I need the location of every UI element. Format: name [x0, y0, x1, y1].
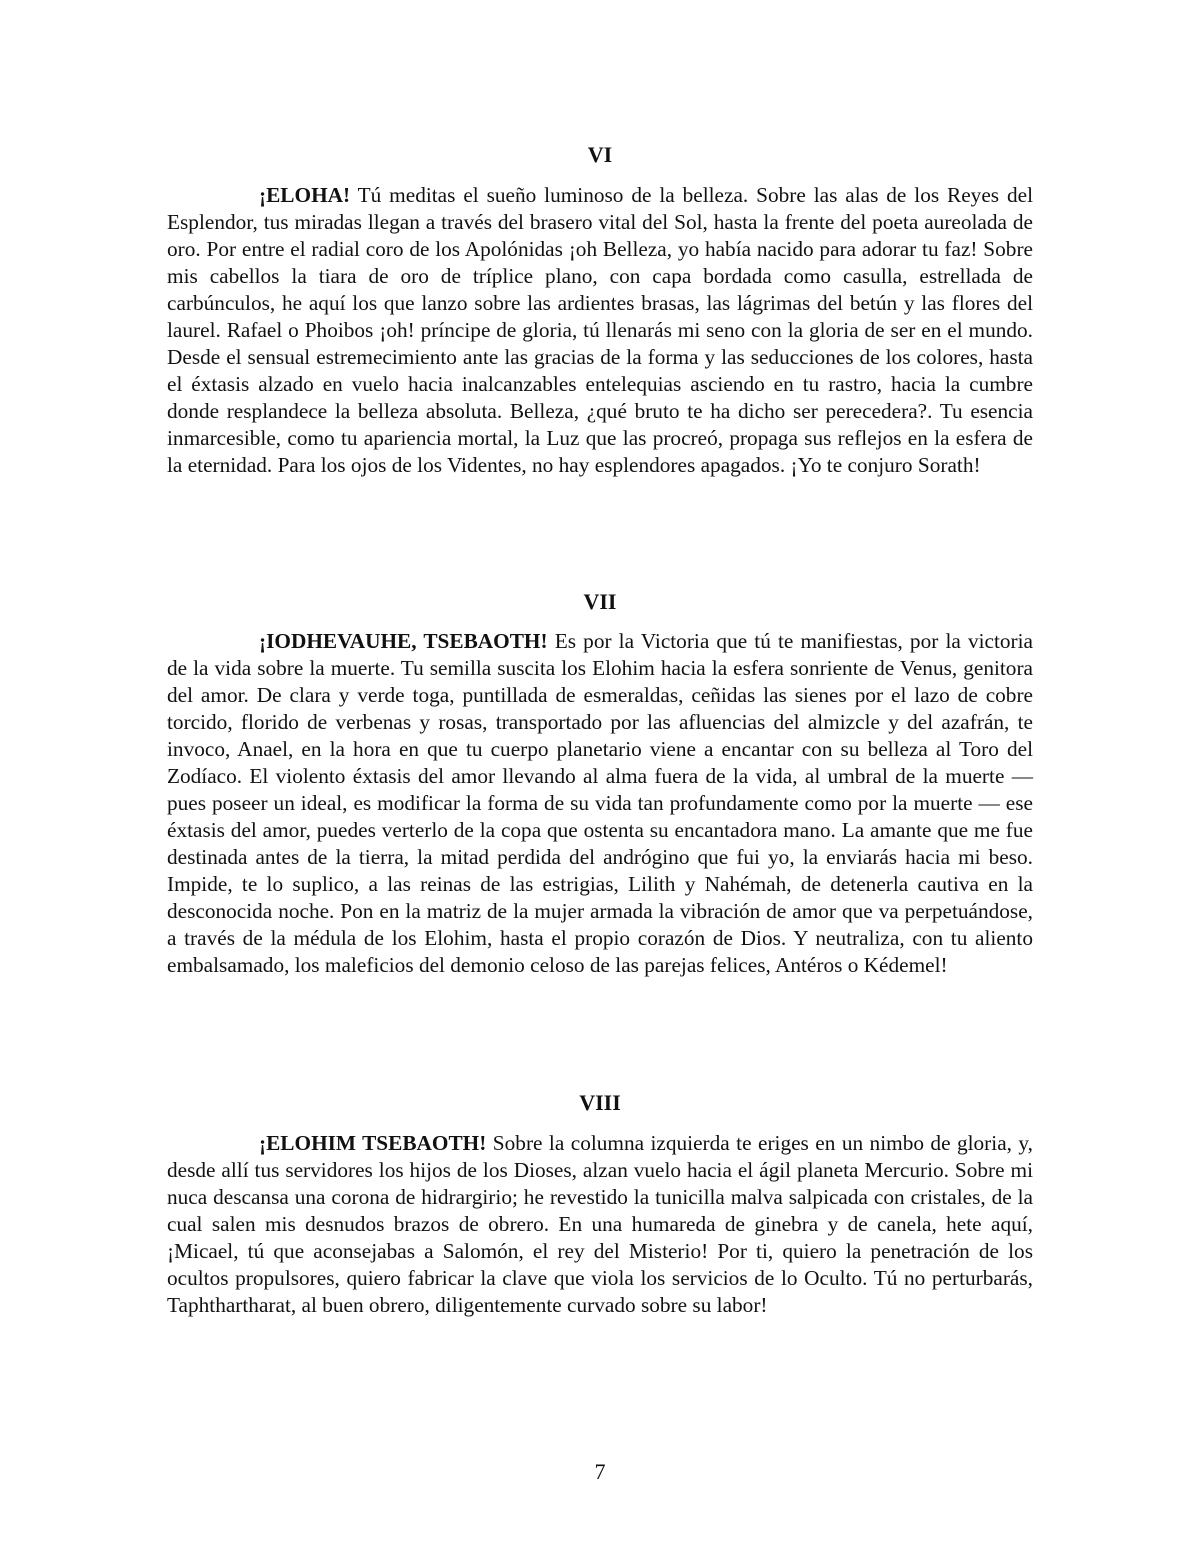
document-page: [167, 0, 1033, 1553]
paragraph-text-vii: Es por la Victoria que tú te manifiestas, por la victoria de la vida sobre la muerte. Tu semilla suscita los Elohim hacia la esfera sonriente de Venus, genitora del amor. De clara y verde toga, puntillada de esmeraldas, ceñidas las sienes por el lazo de cobre torcido, florido de verbenas y rosas, transportado por las afluencias del almizcle y del azafrán, te invoco, Anael, en la hora en que tu cuerpo planetario viene a encantar con su belleza al Toro del Zodíaco. El violento éxtasis del amor llevando al alma fuera de la vida, al umbral de la muerte — pues poseer un ideal, es modificar la forma de su vida tan profundamente como por la muerte — ese éxtasis del amor, puedes verterlo de la copa que ostenta su encantadora mano. La amante que me fue destinada antes de la tierra, la mitad perdida del andrógino que fui yo, la enviarás hacia mi beso. Impide, te lo suplico, a las reinas de las estrigias, Lilith y Nahémah, de detenerla cautiva en la desconocida noche. Pon en la matriz de la mujer armada la vibración de amor que va perpetuándose, a través de la médula de los Elohim, hasta el propio corazón de Dios. Y neutraliza, con tu aliento embalsamado, los maleficios del demonio celoso de las parejas felices, Antéros o Kédemel!: [167, 629, 1033, 977]
section-heading-vii: VII: [583, 589, 617, 614]
page-number: 7: [594, 1459, 606, 1484]
section-paragraph-vii: [167, 628, 1033, 979]
section-heading-viii: VIII: [579, 1090, 621, 1115]
paragraph-text-vi: Tú meditas el sueño luminoso de la belleza. Sobre las alas de los Reyes del Esplendor, tus miradas llegan a través del brasero vital del Sol, hasta la frente del poeta aureolada de oro. Por entre el radial coro de los Apolónidas ¡oh Belleza, yo había nacido para adorar tu faz! Sobre mis cabellos la tiara de oro de tríplice plano, con capa bordada como casulla, estrellada de carbúnculos, he aquí los que lanzo sobre las ardientes brasas, las lágrimas del betún y las flores del laurel. Rafael o Phoibos ¡oh! príncipe de gloria, tú llenarás mi seno con la gloria de ser en el mundo. Desde el sensual estremecimiento ante las gracias de la forma y las seducciones de los colores, hasta el éxtasis alzado en vuelo hacia inalcanzables entelequias asciendo en tu rastro, hacia la cumbre donde resplandece la belleza absoluta. Belleza, ¿qué bruto te ha dicho ser perecedera?. Tu esencia inmarcesible, como tu apariencia mortal, la Luz que las procreó, propaga sus reflejos en la esfera de la eternidad. Para los ojos de los Videntes, no hay esplendores apagados. ¡Yo te conjuro Sorath!: [167, 183, 1033, 477]
section-paragraph-viii: [167, 1130, 1033, 1319]
invocation-lead-vi: ¡ELOHA!: [259, 183, 351, 207]
invocation-lead-vii: ¡IODHEVAUHE, TSEBAOTH!: [259, 629, 548, 653]
invocation-lead-viii: ¡ELOHIM TSEBAOTH!: [259, 1131, 487, 1155]
section-paragraph-vi: [167, 182, 1033, 479]
section-heading-vi: VI: [587, 142, 613, 167]
paragraph-text-viii: Sobre la columna izquierda te eriges en un nimbo de gloria, y, desde allí tus servidores los hijos de los Dioses, alzan vuelo hacia el ágil planeta Mercurio. Sobre mi nuca descansa una corona de hidrargirio; he revestido la tunicilla malva salpicada con cristales, de la cual salen mis desnudos brazos de obrero. En una humareda de ginebra y de canela, hete aquí, ¡Micael, tú que aconsejabas a Salomón, el rey del Misterio! Por ti, quiero la penetración de los ocultos propulsores, quiero fabricar la clave que viola los servicios de lo Oculto. Tú no perturbarás, Taphthartharat, al buen obrero, diligentemente curvado sobre su labor!: [167, 1131, 1034, 1317]
